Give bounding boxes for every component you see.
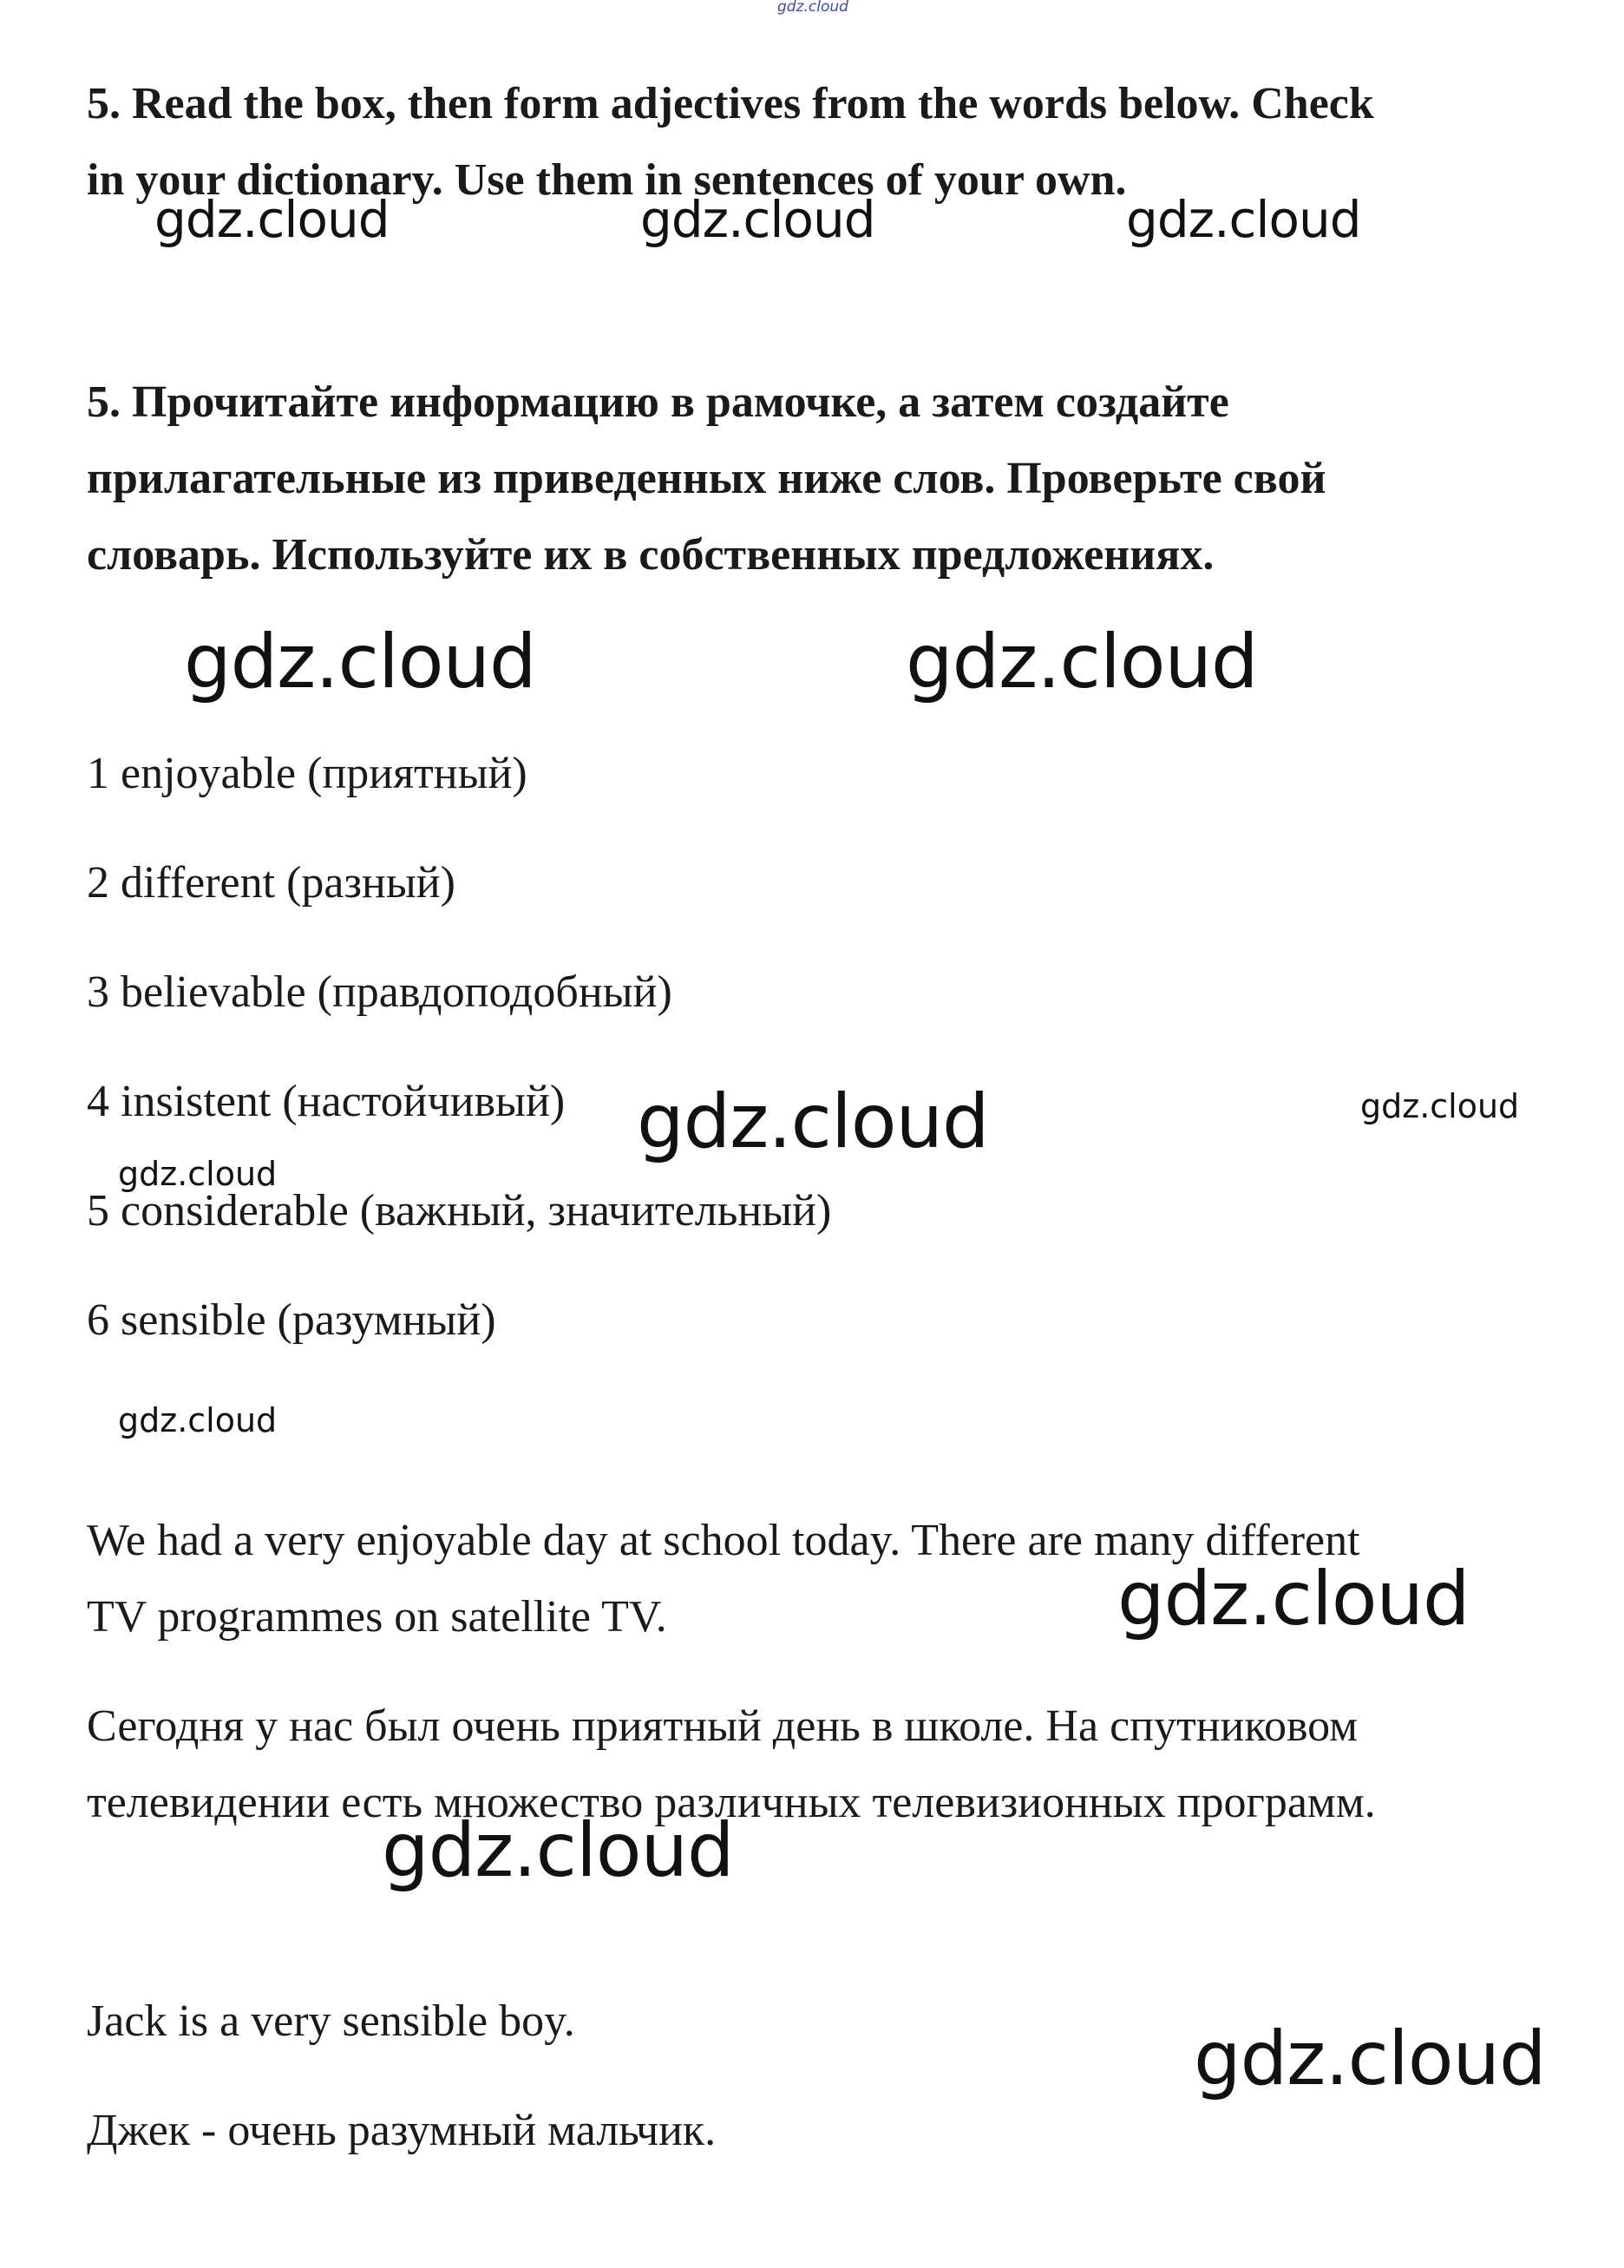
answer-item: 5 considerable (важный, значительный)	[87, 1186, 832, 1236]
task-ru-line-2: прилагательные из приведенных ниже слов. Проверьте свой	[87, 454, 1326, 503]
watermark: gdz.cloud	[154, 190, 390, 249]
watermark: gdz.cloud	[1126, 190, 1361, 249]
watermark: gdz.cloud	[1117, 1556, 1470, 1642]
example-1-ru-line-2: телевидении есть множество различных телевизионных программ.	[87, 1778, 1376, 1827]
example-2-ru: Джек - очень разумный мальчик.	[87, 2106, 717, 2155]
task-en-line-2: in your dictionary. Use them in sentences of your own.	[87, 155, 1127, 205]
watermark: gdz.cloud	[1360, 1087, 1520, 1125]
watermark: gdz.cloud	[1194, 2016, 1546, 2102]
answer-item: 3 believable (правдоподобный)	[87, 967, 672, 1017]
answer-item: 6 sensible (разумный)	[87, 1295, 496, 1345]
watermark: gdz.cloud	[637, 1078, 989, 1165]
task-ru-line-1: 5. Прочитайте информацию в рамочке, а затем создайте	[87, 377, 1229, 427]
task-ru-line-3: словарь. Используйте их в собственных предложениях.	[87, 530, 1215, 580]
watermark: gdz.cloud	[118, 1155, 278, 1193]
watermark: gdz.cloud	[118, 1401, 278, 1439]
watermark: gdz.cloud	[640, 190, 875, 249]
answer-item: 4 insistent (настойчивый)	[87, 1077, 566, 1126]
answer-item: 2 different (разный)	[87, 858, 455, 908]
answer-item: 1 enjoyable (приятный)	[87, 749, 527, 798]
example-1-ru-line-1: Сегодня у нас был очень приятный день в школе. На спутниковом	[87, 1701, 1359, 1751]
watermark: gdz.cloud	[906, 619, 1258, 705]
example-2-en: Jack is a very sensible boy.	[87, 1996, 575, 2046]
watermark: gdz.cloud	[382, 1807, 734, 1894]
task-en-line-1: 5. Read the box, then form adjectives from the words below. Check	[87, 79, 1374, 128]
example-1-en-line-1: We had a very enjoyable day at school today. There are many different	[87, 1516, 1360, 1565]
watermark: gdz.cloud	[184, 619, 536, 705]
example-1-en-line-2: TV programmes on satellite TV.	[87, 1592, 667, 1642]
header-watermark: gdz.cloud	[777, 0, 848, 16]
